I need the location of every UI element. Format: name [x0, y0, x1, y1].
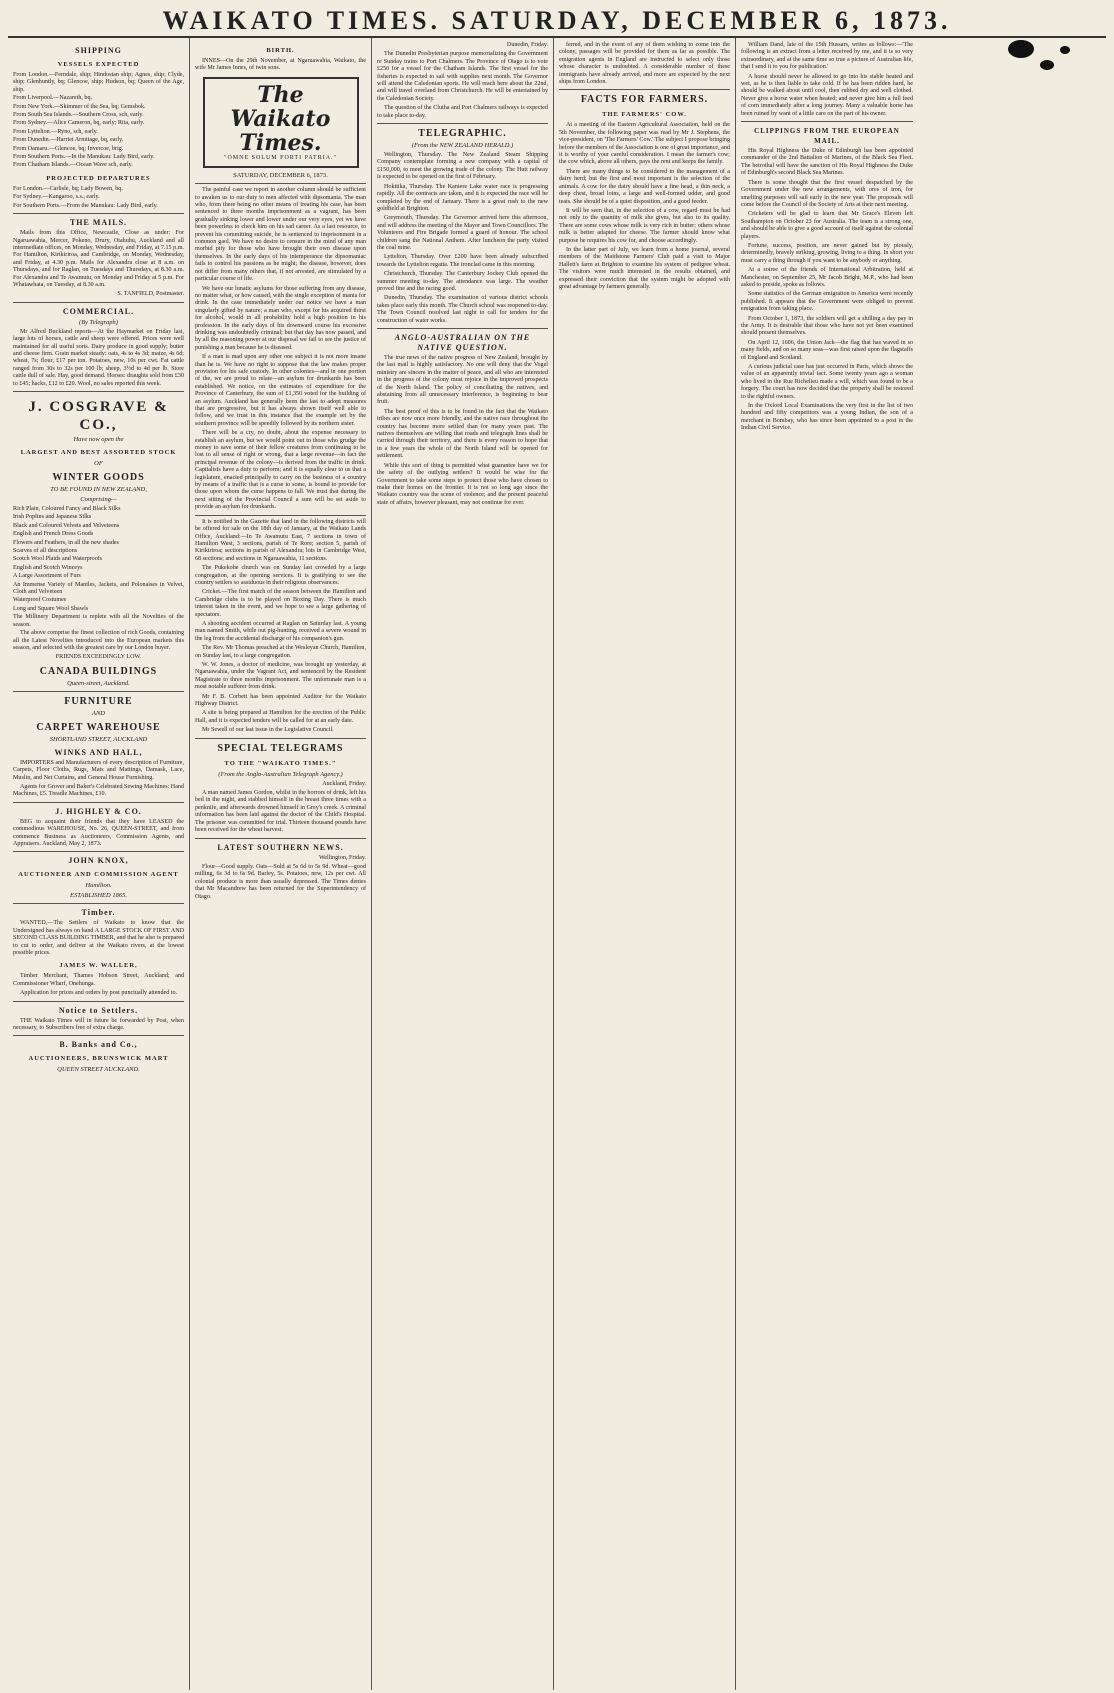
departures-list: [13, 186, 184, 210]
furniture-title: FURNITURE: [64, 695, 133, 707]
columns: [8, 38, 1106, 1690]
telegram: Hokitika, Thursday. The Kaniere Lake water race is progressing rapidly. All the contracts are taken, and it is expected the race will be completed by the end of January. There is a great rush to the new goldfield at Brighton.: [377, 183, 548, 212]
canada-address: Queen-street, Auckland.: [67, 679, 130, 687]
farmers-cow-heading: THE FARMERS' COW.: [602, 111, 687, 119]
article-paragraph: In the latter part of July, we learn from a home journal, several members of the Maidstone Farmers' Club paid a visit to Major Hallett's farm at Brighton to examine his system of pedigree wheat. The visitors were much interested in the results obtained, and expressed their conviction that the system might be adopted with great advantage by farmers generally.: [559, 246, 730, 290]
telegram: Greymouth, Thursday. The Governor arrived here this afternoon, and will address the meeting of the Mayor and Town Councillors. The Volunteers and Fire Brigade formed a guard of honour. The school children sang the National Anthem. After luncheon the party visited the coal mine.: [377, 215, 548, 251]
list-item: Scotch Wool Plaids and Waterproofs: [13, 556, 103, 563]
divider: [13, 903, 184, 904]
list-item: For Southern Ports.—From the Manukau: Lady Bird, early.: [13, 202, 158, 209]
list-item: Long and Square Wool Shawls: [13, 605, 89, 612]
knox-title: JOHN KNOX,: [68, 856, 129, 866]
clipping: From October 1, 1873, the soldiers will get a shilling a day pay in the Army. It is desirable that those who have not yet been examined should present themselves.: [741, 315, 913, 337]
southern-text: Flour—Good supply. Oats—Sold at 5s 6d to 5s 9d. Wheat—good milling, 6s 3d to 6s 9d. Barley, 5s. Potatoes, new, 12s per cwt. All colonial produce is more than usually depressed. The Times denies that Mr Macandrew has been returned for the Superintendency of Otago.: [195, 863, 366, 900]
clipping: Fortune, success, position, are never gained but by piously, determinedly, bravely striking, growing, living to a thing. In short you must carry a thing through if you want to be anybody or anything.: [741, 242, 913, 264]
list-item: For London.—Carlisle, bq; Lady Bowen, bq.: [13, 185, 123, 192]
ink-blot: [1040, 60, 1054, 70]
clipping: His Royal Highness the Duke of Edinburgh has been appointed commander of the 2nd Battalion of Marines, of the Black Sea Fleet. The betrothal will have the sanction of His Royal Highness the Duke of Edinburgh's second Black Sea Marines.: [741, 148, 913, 177]
clippings-heading: CLIPPINGS FROM THE EUROPEAN MAIL.: [754, 127, 900, 146]
clipping: There is some thought that the first vessel despatched by the Government under the new arrangements, with ores of iron, for smelting purposes will sail early in the new year. The proposals will come before the Council of the Society of Arts at their next meeting.: [741, 179, 913, 208]
winks-text: IMPORTERS and Manufacturers of every description of Furniture, Carpets, Floor Cloths, Rugs, Mats and Mattings, Damask, Lace, Muslin, and Net Curtains, and General House Furnishing.: [13, 759, 184, 781]
settlers-text: THE Waikato Times will in future be forwarded by Post, when necessary, to Subscribers free of extra charge.: [13, 1017, 184, 1032]
cosgrave-line: LARGEST AND BEST ASSORTED STOCK: [20, 449, 177, 456]
divider: [13, 1001, 184, 1002]
mails-text: Mails from this Office, Newcastle, Close as under: For Ngaruawahia, Mercer, Pokeno, Drury, Otahuhu, Auckland and all intermediate offices, on Monday, Wednesday, and Friday, at 7.15 p.m. For Hamilton, Kirikiriroa, and Cambridge, on Monday, Wednesday, and Friday, at 4.30 p.m. Mails for Alexandra close at 8 a.m. on Thursdays, and for Raglan, on Tuesdays and Thursdays, at 8.30 a.m. For Alexandra and Te Awamutu, on Monday and Friday at 5 p.m. For Whatawhata, on Tuesday, at 8.30 a.m.: [13, 230, 184, 288]
ink-blot: [1060, 46, 1070, 54]
cosgrave-line: Comprising—: [80, 496, 117, 503]
knox-sub: AUCTIONEER AND COMMISSION AGENT: [18, 871, 179, 879]
banks-place: QUEEN STREET AUCKLAND.: [57, 1066, 140, 1074]
furniture-and: AND: [92, 709, 105, 717]
special-telegrams-source: (From the Anglo-Australian Telegraph Agency.): [218, 770, 343, 778]
news-paragraph: The Pukekohe church was on Sunday last crowded by a large congregation, at the opening services. It is gratifying to see the country settlers so assiduous in their religious observances.: [195, 565, 366, 586]
ink-blot: [1008, 40, 1034, 58]
cosgrave-footer: The above comprise the finest collection of rich Goods, containing all the Latest Novelties introduced into the European markets this season, and selected with the greatest care by our London buyer.: [13, 630, 184, 651]
list-item: A Large Assortment of Furs: [13, 573, 81, 580]
list-item: Waterproof Costumes: [13, 597, 67, 604]
clipping: Cricketers will be glad to learn that Mr Grace's Eleven left Southampton on October 23 for Australia. The team is a strong one, and should be able to give a good account of itself against the colonial players.: [741, 211, 913, 240]
column-3: [372, 38, 554, 1690]
news-paragraph: W. W. Jones, a doctor of medicine, was brought up yesterday, at Ngaruawahia, under the Vagrant Act, and sentenced by the Resident Magistrate to three months imprisonment. The unfortunate man is a most notable sufferer from drink.: [195, 662, 366, 691]
telegram: Lyttelton, Thursday. Over £200 have been already subscribed towards the Lyttelton regatta. The ironclad came in this morning.: [377, 254, 548, 268]
timber-title: Timber.: [81, 908, 116, 918]
settlers-title: Notice to Settlers.: [58, 1005, 139, 1015]
anglo-australian-heading: ANGLO-AUSTRALIAN ON THE NATIVE QUESTION.: [394, 333, 531, 352]
canada-buildings: CANADA BUILDINGS: [39, 665, 158, 677]
divider: [13, 391, 184, 392]
clipping: At a soiree of the friends of International Arbitration, held at Manchester, on September 25, Mr Jacob Bright, M.P., who had been asked to preside, spoke as follows.: [741, 267, 913, 288]
list-item: From New York.—Skimmer of the Sea, bq; Gemsbok.: [13, 103, 146, 110]
mails-signature: S. TANFIELD, Postmaster.: [117, 291, 184, 298]
winter-goods-title: WINTER GOODS: [52, 472, 145, 483]
divider: [13, 802, 184, 803]
carpet-title: CARPET WAREHOUSE: [36, 721, 161, 733]
carpet-address: SHORTLAND STREET, AUCKLAND: [49, 735, 148, 743]
waller-sub: Timber Merchant, Thames Hobson Street, Auckland; and Commissioner Wharf, Onehunga.: [13, 973, 184, 987]
column-2: [190, 38, 372, 1690]
divider: [13, 302, 184, 303]
waller-footer: Application for prices and orders by post punctually attended to.: [20, 990, 178, 997]
list-item: Black and Coloured Velvets and Velveteens: [13, 522, 120, 529]
cosgrave-line: TO BE FOUND IN NEW ZEALAND,: [50, 486, 147, 493]
news-paragraph: Cricket.—The first match of the season between the Hamilton and Cambridge clubs is to be played on Boxing Day. There is much interest taken in the event, and we hope to see a large gathering of spectators.: [195, 589, 366, 618]
masthead: [8, 6, 1106, 38]
banks-title: B. Banks and Co.,: [59, 1040, 138, 1050]
list-item: The Millinery Department is replete with all the Novelties of the season.: [13, 614, 184, 628]
divider: [13, 213, 184, 214]
births-text: INNES—On the 29th November, at Ngaruawahia, Waikato, the wife Mr James Innes, of twin sons.: [195, 58, 366, 72]
departures-heading: PROJECTED DEPARTURES: [46, 174, 151, 182]
editorial-paragraph: If a man is mad upon any other one subject it is not more insane than he is. We have no right to suppose that the law makes proper provision for his safe custody. In other colonies—and in one portion of the, we are proud to relate—an asylum for drunkards has been established. We notice, on the estimates of expenditure for the Province of Canterbury, the sum of £1,350 voted for the building of an asylum. Auckland has generally been the last to adopt measures that are progressive, but it has always shown itself well able to follow, and we trust in this instance that the example set by the southern province will be speedily followed by its northern sister.: [195, 354, 366, 427]
list-item: From Oamaru.—Glencoe, bq; Invercoe, brig.: [13, 145, 124, 152]
list-item: From Chatham Islands.—Ocean Wave sch, early.: [13, 162, 133, 169]
highley-text: BEG to acquaint their friends that they have LEASED the commodious WAREHOUSE, No. 26, QUEEN-STREET, and from commence Business as Auctioneers, Commission Agents, and Appraisers. Auckland, May 2, 1873.: [13, 818, 184, 847]
mails-heading: THE MAILS.: [69, 218, 128, 228]
editorial-paragraph: There will be a cry, no doubt, about the expense necessary to establish an asylum, but we would point out to those who grudge the money to save some of their fellow creatures from continuing to be lost to all sense of right or wrong, that a large revenue—in fact the principal revenue of the colony—is derived from the traffic in drink. Capitalists have a duty to perform; and it is equally clear to us that a legislature, enacted principally to carry on the business of a country by means of a traffic that is a curse to some, is bound to provide for those upon whom the curse happens to fall. We trust that during the next sitting of the Provincial Council a sum will be set aside to provide an asylum for drunkards.: [195, 430, 366, 511]
highley-title: J. HIGHLEY & CO.: [55, 806, 142, 816]
list-item: Flowers and Feathers, in all the new shades: [13, 539, 119, 546]
telegraphic-source: (From the NEW ZEALAND HERALD.): [411, 142, 514, 150]
list-item: From Liverpool.—Nazareth, bq.: [13, 95, 93, 102]
cosgrave-line: OF: [94, 460, 103, 467]
list-item: From Lyttelton.—Ryno, sch, early.: [13, 128, 98, 135]
news-paragraph: A shooting accident occurred at Raglan on Saturday last. A young man named Smith, while out pig-hunting, received a severe wound in the leg from the accidental discharge of his companion's gun.: [195, 620, 366, 642]
special-telegrams-sub: TO THE "WAIKATO TIMES.": [224, 759, 337, 767]
divider: [559, 89, 730, 90]
telegraphic-heading: TELEGRAPHIC.: [418, 128, 507, 140]
list-item: From Southern Ports.—In the Manukau: Lady Bird, early.: [13, 154, 155, 161]
news-paragraph: Mr Sewell of our last issue in the Legislative Council.: [202, 727, 334, 734]
list-item: Rich Plain, Coloured Fancy and Black Silks: [13, 506, 121, 512]
list-item: Scarves of all descriptions: [13, 548, 78, 555]
divider: [195, 838, 366, 839]
article-paragraph: While this sort of thing is permitted what guarantee have we for the safety of the outlying settlers? It would be wise for the Government to take some steps to protect those who have chosen to make their homes on the frontier. It is not so long ago since the Waikato country was the scene of violence; and the present peaceful state of affairs, however pleasant, may not continue for ever.: [377, 462, 548, 506]
flag-date: SATURDAY, DECEMBER 6, 1873.: [233, 172, 328, 180]
flag-title: The Waikato Times.: [230, 81, 331, 156]
divider: [195, 183, 366, 184]
list-item: English and Scotch Winceys: [13, 564, 83, 571]
clipping: Some statistics of the German emigration to America were recently published. It appears that the Government were obliged to prevent emigration from taking place.: [741, 291, 913, 313]
clipping: A curious judicial case has just occurred in Paris, which shows the value of an apparently trivial fact. Some twenty years ago a woman who lived in the Rue Richelieu made a will, which was found to be a forgery. The court has now decided that the property shall be restored to the rightful owners.: [741, 364, 913, 400]
knox-place: Hamilton.: [85, 882, 112, 890]
news-paragraph: ferred, and in the event of any of them wishing to come into the colony, passages will be provided for them as far as possible. The emigration agents in England are instructed to select only those whose character is undoubted. A considerable number of these immigrants have already arrived, and more are expected by the next ships from London.: [559, 42, 730, 86]
list-item: From London.—Ferndale, ship; Hindostan ship; Agnes, ship; Clyde, ship; Glenhuntly, bq; Glencoe, ship; Hudson, bq; Queen of the Age, ship.: [13, 72, 184, 93]
births-heading: BIRTH.: [266, 47, 295, 54]
commercial-subheading: (By Telegraph): [79, 318, 118, 326]
special-text: A man named James Gordon, whilst in the horrors of drink, left his bed in the night, and stabbed himself in the breast three times with a penknife, and afterwards drowned himself in Grey's creek. A criminal information has been laid against the doctor of the Child's Hospital. The prisoner was committed for trial. Thirteen thousand pounds have been received for the wheat harvest.: [195, 790, 366, 834]
list-item: English and French Dress Goods: [13, 531, 94, 538]
newspaper-flag: [203, 77, 359, 168]
list-item: From South Sea Islands.—Southern Cross, sch, early.: [13, 112, 144, 119]
masthead-title: WAIKATO TIMES. SATURDAY, DECEMBER 6, 1873.: [162, 6, 952, 35]
cosgrave-title: J. COSGRAVE & CO.,: [28, 399, 169, 433]
telegram: Wellington, Thursday. The New Zealand Steam Shipping Company contemplate forming a new company with a capital of £150,000, to meet the growing trade of the colony. The Hutt railway is expected to be opened on the first of February.: [377, 152, 548, 181]
special-place: Auckland, Friday.: [322, 780, 366, 787]
winks-title: WINKS AND HALL,: [54, 747, 143, 757]
timber-text: WANTED,—The Settlers of Waikato to know that the Undersigned has always on hand A LARGE STOCK OF FIRST AND SECOND CLASS BUILDING TIMBER, and that he also is prepared to cut to order, and deliver at the Waikato rivers, at the lowest possible prices.: [13, 920, 184, 956]
list-item: Irish Poplins and Japanese Silks: [13, 514, 92, 521]
news-paragraph: The question of the Clutha and Port Chalmers railways is expected to take place to-day.: [377, 105, 548, 119]
southern-news-heading: LATEST SOUTHERN NEWS.: [217, 842, 344, 852]
column-1: [8, 38, 190, 1690]
commercial-heading: COMMERCIAL.: [62, 306, 135, 316]
news-paragraph: The Rev. Mr Thomas preached at the Wesleyan Church, Hamilton, on Sunday last, to a large congregation.: [195, 645, 366, 659]
divider: [741, 121, 913, 122]
divider: [195, 738, 366, 739]
dateline: Dunedin, Friday.: [506, 42, 548, 48]
divider: [13, 851, 184, 852]
banks-sub: AUCTIONEERS, BRUNSWICK MART: [28, 1055, 169, 1063]
article-paragraph: The true news of the native progress of New Zealand, brought by the last mail is highly satisfactory. No one will deny that the Vogel ministry are sincere in the matter of peace, and all who are interested in the progress of the colony must rejoice in the improved prospects of the North Island. The policy of conciliating the natives, and abstaining from all unnecessary interference, is beginning to bear fruit.: [377, 355, 548, 406]
gazette-paragraph: It is notified in the Gazette that land in the following districts will be offered for sale on the 18th day of January, at the Waikato Lands Office, Auckland:—In Te Awamutu East, 7 sections in town of Hamilton West, 3 sections, parish of Te Rore; section 5, parish of Kirikiriroa; sections in parish of Alexandra; lots in Cambridge West, 68 sections; and sections in Ngaruawahia, 11 sections.: [195, 518, 366, 562]
article-paragraph: It will be seen that, in the selection of a cow, regard must be had not only to the quantity of milk she gives, but also to its quality. There are some cows whose milk is very rich in butter; others whose milk is better adapted for cheese. The farmer should know what purpose he requires his cow for, and choose accordingly.: [559, 207, 730, 244]
divider: [195, 515, 366, 516]
news-paragraph: Mr F. B. Corbett has been appointed Auditor for the Waikato Highway District.: [195, 693, 366, 708]
news-paragraph: The Dunedin Presbyterian purpose memorializing the Government re Sunday trains to Port Chalmers. The Province of Otago is to vote £250 for a vessel for the Chatham Islands. The first vessel for the fisheries is expected to sail with supplies next month. The Governor will attend the Caledonian sports. He will reach here about the 22nd, and will travel overland from Christchurch. He will be entertained by the Caledonian Society.: [377, 51, 548, 102]
divider: [377, 123, 548, 124]
column-4: [554, 38, 736, 1690]
divider: [377, 328, 548, 329]
news-paragraph: A horse should never be allowed to go into his stable heated and wet, as he is then liable to take cold. If he has been ridden hard, he should be walked about until cool, then rubbed dry and well clothed. Never give a horse water when heated; and never give him a full feed of corn immediately after a long journey. Many a valuable horse has been ruined by want of a little care on the part of his owner.: [741, 73, 913, 117]
expected-heading: VESSELS EXPECTED: [57, 61, 140, 68]
cosgrave-line: Have now open the: [73, 436, 124, 443]
editorial-paragraph: We have our lunatic asylums for those suffering from any disease, no matter what, or how caused, with the single exception of mania for drink. In the case immediately under our notice we have a man singularly gifted by nature; a man who, except for his acquired thirst for alcohol, would in all probability hold a high position in his profession. In the early days of his downward course his excessive drinking was undoubtedly criminal; but that day has now passed, and by all the reasoning power at our disposal we fail to see the justice of punishing a man because he is diseased.: [195, 285, 366, 351]
list-item: For Sydney.—Kangaroo, s.s., early.: [13, 194, 100, 201]
cosgrave-sign: FRIENDS EXCEEDINGLY LOW.: [55, 654, 142, 661]
commercial-text: Mr Alfred Buckland reports—At the Haymarket on Friday last, large lots of horses, cattle and sheep were offered. Prices were well maintained for all useful sorts. Dairy produce in good supply; butter and cheese firm. Grain market steady: oats, 4s to 4s 3d; maize, 4s 6d; wheat, 7s; flour, £17 per ton. Potatoes, new, 10s per cwt. Fat cattle ranged from 30s to 32s per 100 lb; sheep, 3½d to 4d per lb. Store cattle dull of sale. Hay, good demand. Horses: draughts sold from £30 to £45; hacks, £12 to £20. Wool, no sales reported this week.: [13, 328, 184, 387]
flag-motto: "OMNE SOLUM FORTI PATRIA.": [224, 154, 337, 161]
cosgrave-items: [13, 506, 184, 629]
clipping: On April 12, 1606, the Union Jack—the flag that has waved in so many fields, and on so many seas—was first raised upon the flagstaffs of England and Scotland.: [741, 339, 913, 361]
special-telegrams-heading: SPECIAL TELEGRAMS: [217, 742, 344, 754]
facts-for-farmers-heading: FACTS FOR FARMERS.: [580, 94, 709, 106]
list-item: From Sydney.—Alice Cameron, bq, early; Rita, early.: [13, 120, 145, 127]
winks-footer: Agents for Grover and Baker's Celebrated Sewing Machines: Hand Machines, £5. Treadle Machines, £10.: [13, 783, 184, 798]
clipping: In the Oxford Local Examinations the very first in the list of two hundred and fifty competitors was a young Indian, the son of a merchant in Bombay, who has since been appointed to a post in the Indian Civil Service.: [741, 403, 913, 432]
list-item: An Immense Variety of Mantles, Jackets, and Polonaises in Velvet, Cloth and Velveteen: [13, 581, 184, 596]
article-paragraph: At a meeting of the Eastern Agricultural Association, held on the 5th November, the following paper was read by Mr J. Stephens, the vice-president, on 'The Farmers' Cow.' The subject I propose bringing before the members of the Association is one of great importance, and it is worthy of your careful consideration. I mean the farmer's cow; the cow which, above all others, pays the rent and keeps the family.: [559, 122, 730, 166]
divider: [13, 1035, 184, 1036]
column-5: [736, 38, 918, 1690]
news-paragraph: William Dand, late of the 15th Hussars, writes as follows:—'The following is an extract from a letter received by me, and it is so very extraordinary, and at the same time so true a picture of Australian life, that I send it to you for publication.': [741, 42, 913, 71]
waller-name: JAMES W. WALLER,: [59, 962, 138, 970]
southern-place: Wellington, Friday.: [318, 854, 366, 861]
shipping-heading: SHIPPING: [75, 46, 122, 55]
article-paragraph: The best proof of this is to be found in the fact that the Waikato tribes are now once more friendly, and the native race throughout the country has become more settled than for many years past. The natives themselves are willing that roads and telegraph lines shall be carried through their territory, and there is every reason to hope that in a few years the whole of the North Island will be opened for settlement.: [377, 408, 548, 460]
list-item: From Dunedin.—Harriet Armitage, bq, early.: [13, 137, 124, 144]
editorial-paragraph: The painful case we report in another column should be sufficient to awaken us to our duty to men affected with dipsomania. The man who, from there being no other means of treating his case, has been sentenced to three months imprisonment as a vagrant, has been gradually sinking lower and lower under our very eyes, yet we have been powerless to check him on his sad career. As a last resource, to prevent his committing suicide, he is sentenced to imprisonment in a common gaol. We have no desire to censure in the mind of any man morbid pity for those who have brought their own disease upon themselves. In the early days of his intemperance the dipsomaniac fails to control his passions as he might; the disease, however, does not differ from many others that, if not arrested, are stimulated by a particular course of life.: [195, 187, 366, 283]
article-paragraph: There are many things to be considered in the management of a dairy herd; but the first and most important is the selection of the animals. A cow for the dairy should have a fine head, a thin neck, a deep chest, broad loins, a large and well-formed udder, and good teats. She should be of a quiet disposition, and a good feeder.: [559, 168, 730, 205]
knox-est: ESTABLISHED 1865.: [70, 892, 127, 900]
news-paragraph: A site is being prepared at Hamilton for the erection of the Public Hall, and it is expected tenders will be called for at an early date.: [195, 710, 366, 724]
expected-list: [13, 72, 184, 170]
divider: [13, 691, 184, 692]
telegram: Christchurch, Thursday. The Canterbury Jockey Club opened the summer meeting to-day. The attendance was large. The weather proved fine and the racing good.: [377, 271, 548, 292]
telegram: Dunedin, Thursday. The examination of various district schools takes place early this month. The Church school was reopened to-day. The Town Council resolved last night to call for tenders for the construction of water works.: [377, 295, 548, 324]
